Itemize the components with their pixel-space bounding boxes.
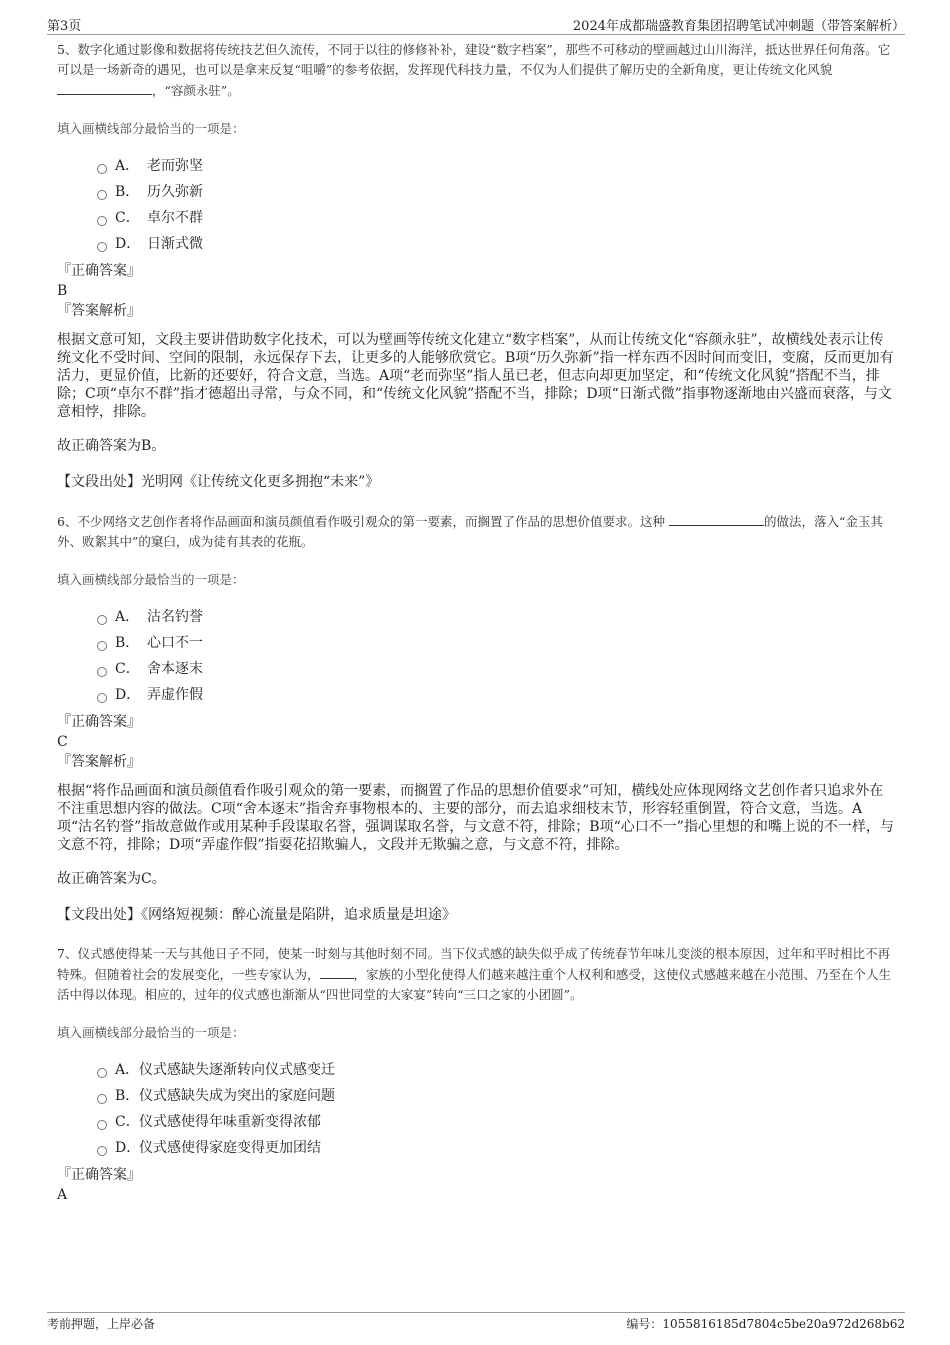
option-d[interactable]: D．仪式感使得家庭变得更加团结 <box>97 1135 895 1161</box>
question-7 <box>57 944 895 1205</box>
question-stem: 6、不少网络文艺创作者将作品画面和演员颜值看作吸引观众的第一要素，而搁置了作品的思想价值要求。这种 的做法，落入“金玉其外、败絮其中”的窠臼，成为徒有其表的花瓶。 <box>57 511 895 552</box>
analysis-text: 根据“将作品画面和演员颜值看作吸引观众的第一要素，而搁置了作品的思想价值要求”可知，横线处应体现网络文艺创作者只追求外在不注重思想内容的做法。C项“舍本逐末”指舍弃事物根本的、主要的部分，而去追求细枝末节，形容轻重倒置，符合文意，当选。A项“沽名钓誉”指故意做作或用某种手段谋取名誉，强调谋取名誉，与文意不符，排除；B项“心口不一”指心里想的和嘴上说的不一样，与文意不符，排除；D项“弄虚作假”指耍花招欺骗人，文段并无欺骗之意，与文意不符，排除。 <box>57 783 894 853</box>
document-content <box>57 40 895 1225</box>
question-prompt: 填入画横线部分最恰当的一项是： <box>57 1025 245 1040</box>
radio-icon[interactable] <box>97 164 107 174</box>
radio-icon[interactable] <box>97 1120 107 1130</box>
question-prompt: 填入画横线部分最恰当的一项是： <box>57 572 245 587</box>
option-a[interactable]: A． 老而弥坚 <box>97 153 895 179</box>
option-a[interactable]: A． 沽名钓誉 <box>97 604 895 630</box>
conclusion: 故正确答案为C。 <box>57 871 166 887</box>
conclusion: 故正确答案为B。 <box>57 438 166 454</box>
radio-icon[interactable] <box>97 1068 107 1078</box>
radio-icon[interactable] <box>97 190 107 200</box>
radio-icon[interactable] <box>97 667 107 677</box>
radio-icon[interactable] <box>97 615 107 625</box>
fill-blank <box>320 964 354 979</box>
option-list <box>97 153 895 257</box>
analysis-label: 『答案解析』 <box>57 754 141 770</box>
option-c[interactable]: C．仪式感使得年味重新变得浓郁 <box>97 1109 895 1135</box>
answer-label: 『正确答案』 <box>57 263 141 279</box>
option-list <box>97 604 895 708</box>
radio-icon[interactable] <box>97 641 107 651</box>
answer-label: 『正确答案』 <box>57 1167 141 1183</box>
question-prompt: 填入画横线部分最恰当的一项是： <box>57 121 245 136</box>
option-b[interactable]: B．仪式感缺失成为突出的家庭问题 <box>97 1083 895 1109</box>
option-list <box>97 1057 895 1161</box>
footer-slogan: 考前押题，上岸必备 <box>47 1317 156 1331</box>
answer-value: C <box>57 734 68 750</box>
fill-blank <box>57 80 152 95</box>
fill-blank <box>669 511 764 526</box>
radio-icon[interactable] <box>97 1094 107 1104</box>
answer-label: 『正确答案』 <box>57 714 141 730</box>
source: 【文段出处】光明网《让传统文化更多拥抱“未来”》 <box>57 474 380 490</box>
page-header <box>47 14 905 35</box>
document-title: 2024年成都瑞盛教育集团招聘笔试冲刺题（带答案解析） <box>572 19 905 34</box>
option-a[interactable]: A．仪式感缺失逐渐转向仪式感变迁 <box>97 1057 895 1083</box>
option-b[interactable]: B． 心口不一 <box>97 630 895 656</box>
option-c[interactable]: C． 卓尔不群 <box>97 205 895 231</box>
answer-value: A <box>57 1187 68 1203</box>
source: 【文段出处】《网络短视频：醉心流量是陷阱，追求质量是坦途》 <box>57 907 456 923</box>
option-d[interactable]: D． 弄虚作假 <box>97 682 895 708</box>
question-5 <box>57 40 895 491</box>
analysis-label: 『答案解析』 <box>57 303 141 319</box>
option-d[interactable]: D． 日渐式微 <box>97 231 895 257</box>
radio-icon[interactable] <box>97 216 107 226</box>
question-stem: 7、仪式感使得某一天与其他日子不同，使某一时刻与其他时刻不同。当下仪式感的缺失似乎成了传统春节年味儿变淡的根本原因，过年和平时相比不再特殊。但随着社会的发展变化，一些专家认为， ，家族的小型化使得人们越来越注重个人权利和感受，这使仪式感越来越在小范围、乃至在个人生活中得以体现。相应的，过年的仪式感也渐渐从“四世同堂的大家宴”转向“三口之家的小团圆”。 <box>57 946 892 1002</box>
question-6 <box>57 511 895 924</box>
radio-icon[interactable] <box>97 242 107 252</box>
document-id: 编号：1055816185d7804c5be20a972d268b62 <box>626 1317 905 1331</box>
question-stem: 5、数字化通过影像和数据将传统技艺但久流传，不同于以往的修修补补，建设“数字档案”，那些不可移动的壁画越过山川海洋，抵达世界任何角落。它可以是一场新奇的遇见，也可以是拿来反复“咀嚼”的参考依据，发挥现代科技力量，不仅为人们提供了解历史的全新角度，更让传统文化风貌 ，“容颜永驻”。 <box>57 42 891 98</box>
option-b[interactable]: B． 历久弥新 <box>97 179 895 205</box>
radio-icon[interactable] <box>97 1146 107 1156</box>
page-number: 第3页 <box>47 19 82 34</box>
answer-value: B <box>57 283 68 299</box>
radio-icon[interactable] <box>97 693 107 703</box>
analysis-text: 根据文意可知，文段主要讲借助数字化技术，可以为壁画等传统文化建立“数字档案”，从而让传统文化“容颜永驻”，故横线处表示让传统文化不受时间、空间的限制，永远保存下去，让更多的人能够欣赏它。B项“历久弥新”指一样东西不因时间而变旧，变腐，反而更加有活力，更显价值，比新的还要好，符合文意，当选。A项“老而弥坚”指人虽已老，但志向却更加坚定，和“传统文化风貌”搭配不当，排除；C项“卓尔不群”指才德超出寻常，与众不同，和“传统文化风貌”搭配不当，排除；D项“日渐式微”指事物逐渐地由兴盛而衰落，与文意相悖，排除。 <box>57 332 894 420</box>
page-footer <box>47 1312 905 1331</box>
option-c[interactable]: C． 舍本逐末 <box>97 656 895 682</box>
